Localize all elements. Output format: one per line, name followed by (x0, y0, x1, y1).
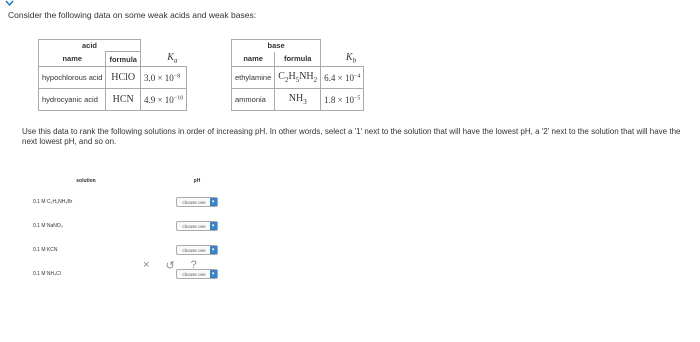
acid-row (39, 89, 187, 111)
dropdown-arrow-icon[interactable]: ▾ (210, 198, 217, 206)
base-col-kb: $K_b$ (345, 51, 357, 64)
acid-ka: $4.9 \times 10^{-10}$ (140, 89, 186, 111)
instructions: Use this data to rank the following solutions in order of increasing pH. In other words, select a '1' next to the solution that will have the lowest pH, a '2' next to the solution that will have the next lowest pH, and so on. (22, 127, 681, 146)
acid-table (38, 39, 187, 111)
acid-name: hypochlorous acid (39, 67, 106, 89)
clear-icon[interactable]: × (143, 259, 150, 271)
base-kb: $1.8 \times 10^{-5}$ (321, 89, 364, 111)
base-table (231, 39, 364, 111)
acid-group-header: acid (39, 40, 141, 52)
base-row (232, 67, 364, 89)
base-name: ammonia (232, 89, 275, 111)
solution-label: 0.1 M C₂H₅NH₃Br (33, 199, 73, 205)
base-row (232, 89, 364, 111)
question-prompt: Consider the following data on some weak acids and weak bases: (8, 10, 257, 20)
acid-formula: HClO (106, 67, 141, 89)
answer-toolbar (143, 258, 197, 272)
rank-select[interactable]: choose one ▾ (176, 221, 217, 231)
solution-label: 0.1 M NH₄Cl (33, 271, 61, 277)
acid-col-formula: formula (106, 52, 141, 67)
base-col-formula: formula (275, 52, 321, 67)
help-icon[interactable]: ? (190, 259, 197, 271)
dropdown-arrow-icon[interactable]: ▾ (210, 270, 217, 278)
base-kb: $6.4 \times 10^{-4}$ (321, 67, 364, 89)
base-formula: $NH_3$ (275, 89, 321, 111)
acid-ka: $3.0 \times 10^{-8}$ (140, 67, 186, 89)
base-group-header: base (232, 40, 321, 52)
ranking-row (25, 262, 247, 286)
base-formula: $C_2H_5NH_2$ (275, 67, 321, 89)
ranking-row (25, 190, 247, 214)
ranking-col-ph: pH (193, 178, 201, 184)
solution-label: 0.1 M NaNO₃ (33, 223, 63, 229)
dropdown-arrow-icon[interactable]: ▾ (210, 222, 217, 230)
ranking-row (25, 238, 247, 262)
undo-icon[interactable]: ↺ (165, 259, 175, 272)
acid-col-name: name (39, 52, 106, 67)
rank-select[interactable]: choose one ▾ (176, 197, 217, 207)
acid-row (39, 67, 187, 89)
base-col-name: name (232, 52, 275, 67)
ranking-col-solution: solution (76, 178, 96, 184)
acid-formula: HCN (106, 89, 141, 111)
dropdown-arrow-icon[interactable]: ▾ (210, 246, 217, 254)
base-name: ethylamine (232, 67, 275, 89)
ranking-row (25, 214, 247, 238)
chevron-down-icon[interactable] (5, 0, 14, 6)
rank-select[interactable]: choose one ▾ (176, 245, 217, 255)
solution-label: 0.1 M KCN (33, 247, 58, 253)
acid-name: hydrocyanic acid (39, 89, 106, 111)
rank-select[interactable]: choose one ▾ (176, 269, 217, 279)
acid-col-ka: $K_a$ (167, 51, 178, 64)
ranking-table (25, 172, 247, 286)
